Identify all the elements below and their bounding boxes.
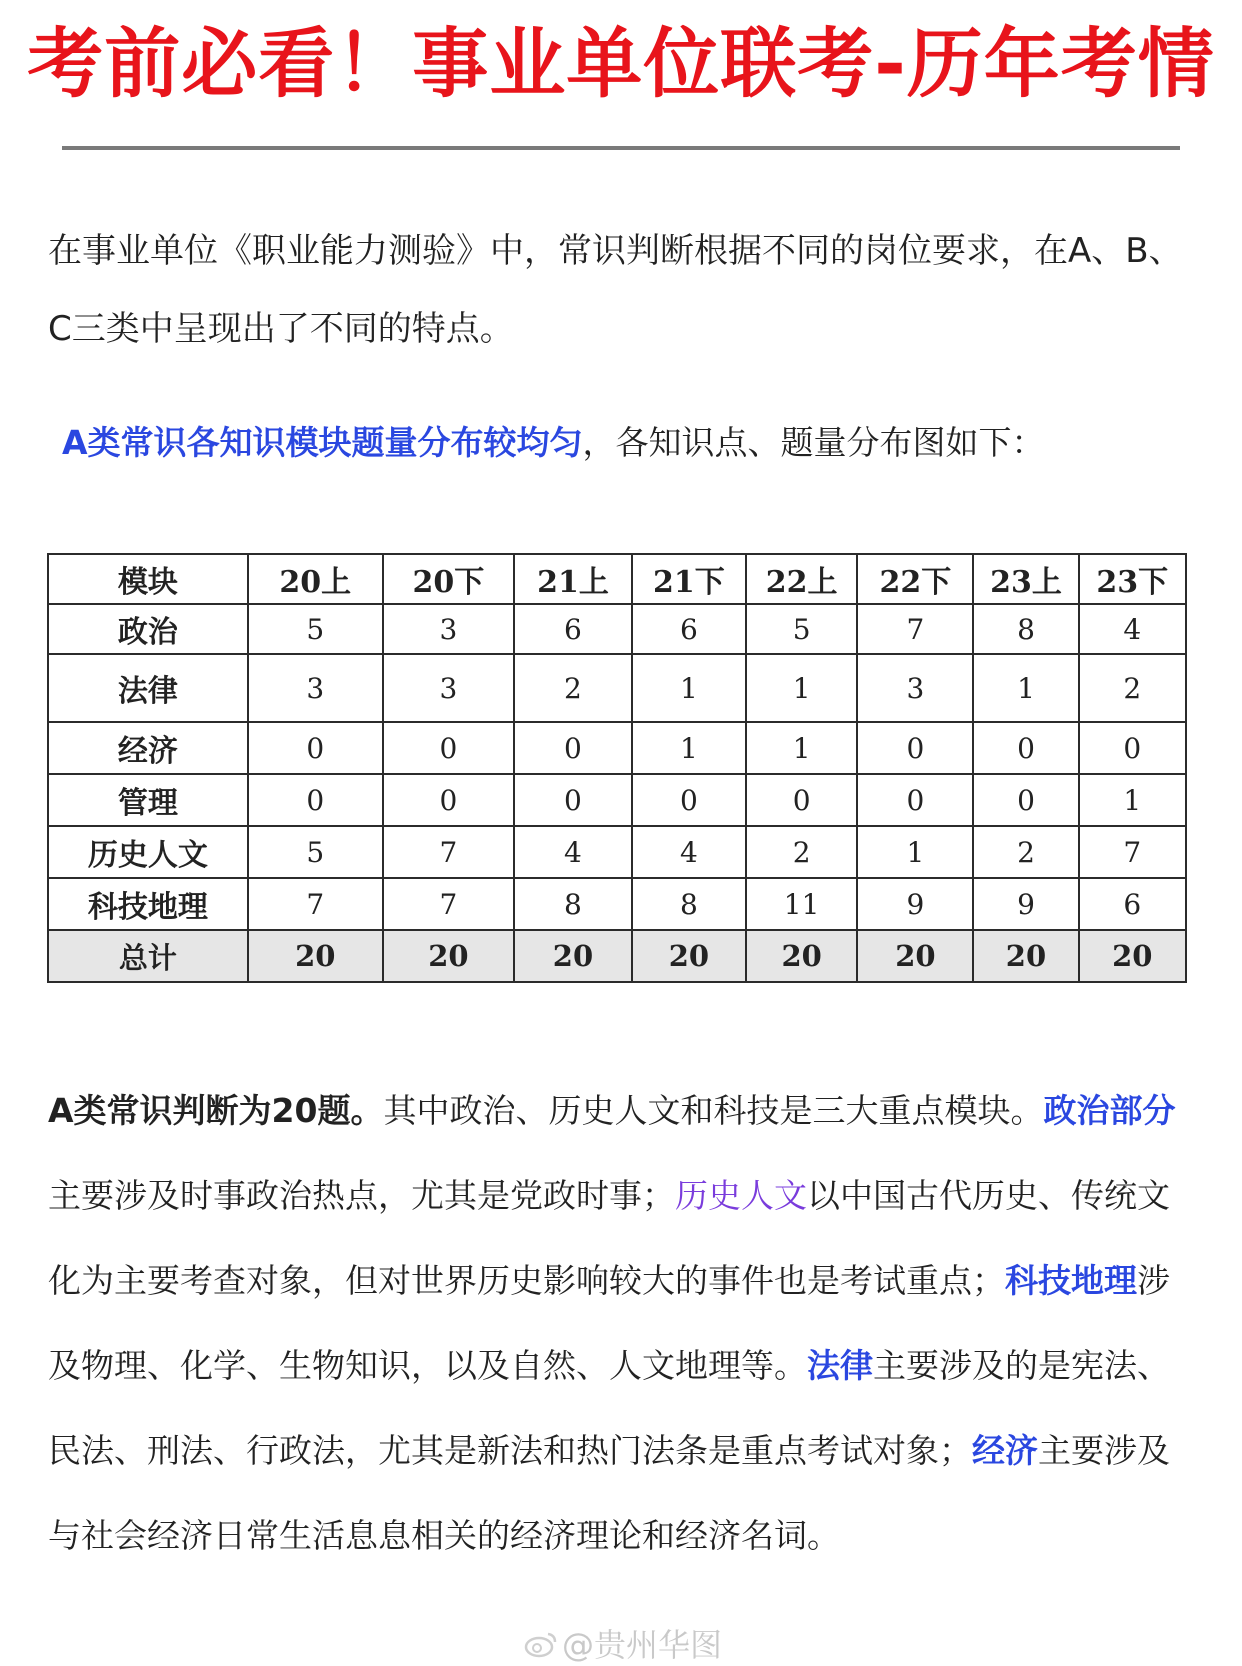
table-cell: 3 (248, 654, 383, 722)
table-cell: 0 (514, 722, 632, 774)
table-cell: 3 (383, 604, 514, 654)
table-cell: 0 (383, 722, 514, 774)
header-cell: 22下 (857, 554, 973, 604)
table-row (48, 774, 1186, 826)
table-cell: 0 (1079, 722, 1186, 774)
table-row (48, 878, 1186, 930)
table-row (48, 722, 1186, 774)
table-cell: 8 (973, 604, 1078, 654)
table-cell: 5 (248, 826, 383, 878)
table-cell: 1 (632, 722, 746, 774)
analysis-paragraph (48, 1068, 1198, 1578)
row-label: 管理 (48, 774, 248, 826)
table-row (48, 604, 1186, 654)
total-cell: 20 (514, 930, 632, 982)
page-title: 考前必看！事业单位联考-历年考情 (27, 19, 1215, 108)
table-cell: 0 (973, 774, 1078, 826)
header-cell: 20下 (383, 554, 514, 604)
table-cell: 0 (248, 774, 383, 826)
header-cell: 20上 (248, 554, 383, 604)
table-cell: 4 (514, 826, 632, 878)
table-cell: 0 (383, 774, 514, 826)
table-cell: 0 (857, 722, 973, 774)
total-cell: 20 (248, 930, 383, 982)
para-text: 主要涉及时事政治热点，尤其是党政时事； (48, 1176, 675, 1215)
table-cell: 9 (973, 878, 1078, 930)
row-label: 经济 (48, 722, 248, 774)
weibo-icon (524, 1628, 558, 1666)
row-label: 政治 (48, 604, 248, 654)
table-cell: 2 (746, 826, 858, 878)
para-highlight-law: 法律 (807, 1346, 873, 1385)
table-cell: 1 (746, 654, 858, 722)
table-cell: 4 (632, 826, 746, 878)
table-cell: 9 (857, 878, 973, 930)
para-highlight-politics: 政治部分 (1043, 1091, 1176, 1130)
watermark (524, 1620, 722, 1666)
total-cell: 20 (383, 930, 514, 982)
table-cell: 2 (973, 826, 1078, 878)
table-cell: 0 (514, 774, 632, 826)
table-cell: 7 (383, 826, 514, 878)
watermark-text: @贵州华图 (562, 1626, 723, 1664)
table-row (48, 654, 1186, 722)
total-cell: 20 (973, 930, 1078, 982)
para-highlight-history: 历史人文 (675, 1176, 807, 1215)
total-cell: 20 (1079, 930, 1186, 982)
para-text: 其中政治、历史人文和科技是三大重点模块。 (383, 1091, 1044, 1130)
distribution-table (47, 553, 1187, 983)
table-cell: 3 (383, 654, 514, 722)
table-cell: 0 (857, 774, 973, 826)
table-cell: 2 (514, 654, 632, 722)
table-cell: 6 (514, 604, 632, 654)
para-text: 主要涉及的是宪法、民法、刑法、行政法，尤其是新法和热门法条是重点考试对象； (48, 1346, 1170, 1470)
caption-highlight: A类常识各知识模块题量分布较均匀 (62, 423, 583, 462)
table-cell: 1 (1079, 774, 1186, 826)
row-label: 科技地理 (48, 878, 248, 930)
table-cell: 7 (857, 604, 973, 654)
table-cell: 0 (632, 774, 746, 826)
caption-rest: ，各知识点、题量分布图如下： (582, 423, 1045, 462)
table-cell: 2 (1079, 654, 1186, 722)
table-cell: 8 (514, 878, 632, 930)
table-total-row (48, 930, 1186, 982)
para-bold-lead: A类常识判断为20题。 (48, 1091, 384, 1130)
table-cell: 6 (632, 604, 746, 654)
total-cell: 20 (746, 930, 858, 982)
table-cell: 6 (1079, 878, 1186, 930)
row-label: 历史人文 (48, 826, 248, 878)
total-cell: 20 (857, 930, 973, 982)
table-header-row (48, 554, 1186, 604)
table-cell: 4 (1079, 604, 1186, 654)
table-cell: 0 (248, 722, 383, 774)
header-cell: 23上 (973, 554, 1078, 604)
para-text: 主要涉及与社会经济日常生活息息相关的经济理论和经济名词。 (48, 1431, 1170, 1555)
table-cell: 1 (746, 722, 858, 774)
table-cell: 11 (746, 878, 858, 930)
header-cell: 模块 (48, 554, 248, 604)
table-cell: 0 (973, 722, 1078, 774)
para-text: 涉及物理、化学、生物知识，以及自然、人文地理等。 (48, 1261, 1170, 1385)
intro-paragraph: 在事业单位《职业能力测验》中，常识判断根据不同的岗位要求，在A、B、C三类中呈现出了不同的特点。 (48, 231, 1183, 349)
para-text: 以中国古代历史、传统文化为主要考查对象，但对世界历史影响较大的事件也是考试重点； (48, 1176, 1170, 1300)
header-cell: 22上 (746, 554, 858, 604)
para-highlight-science: 科技地理 (1005, 1261, 1137, 1300)
table-cell: 0 (746, 774, 858, 826)
table-cell: 8 (632, 878, 746, 930)
total-label: 总计 (48, 930, 248, 982)
para-highlight-economy: 经济 (972, 1431, 1038, 1470)
table-cell: 3 (857, 654, 973, 722)
header-cell: 23下 (1079, 554, 1186, 604)
table-cell: 7 (248, 878, 383, 930)
table-cell: 7 (383, 878, 514, 930)
title-divider (62, 146, 1180, 150)
table-caption (62, 418, 1212, 468)
table-cell: 5 (248, 604, 383, 654)
table-row (48, 826, 1186, 878)
table-cell: 1 (973, 654, 1078, 722)
header-cell: 21下 (632, 554, 746, 604)
header-cell: 21上 (514, 554, 632, 604)
table-cell: 5 (746, 604, 858, 654)
row-label: 法律 (48, 654, 248, 722)
table-cell: 1 (632, 654, 746, 722)
table-cell: 7 (1079, 826, 1186, 878)
table-cell: 1 (857, 826, 973, 878)
total-cell: 20 (632, 930, 746, 982)
